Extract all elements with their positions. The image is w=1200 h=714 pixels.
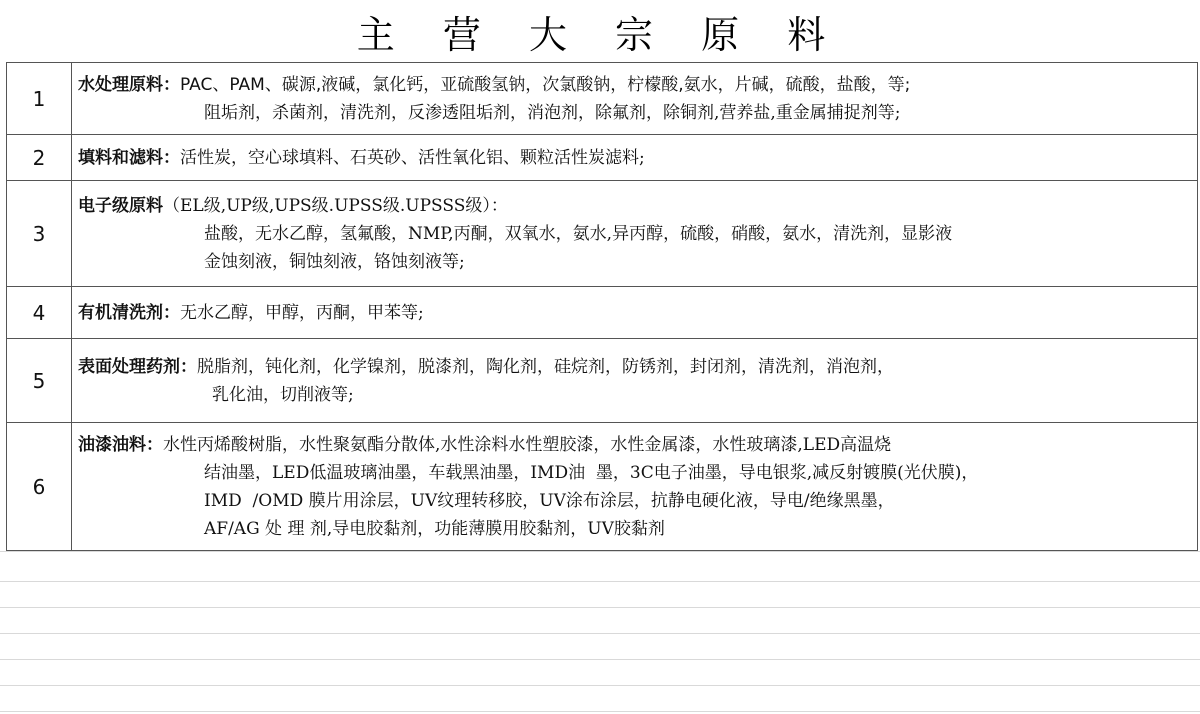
table-row xyxy=(7,181,1198,287)
row-line: 金蚀刻液，铜蚀刻液，铬蚀刻液等; xyxy=(204,251,465,272)
table-row xyxy=(7,339,1198,423)
row-first-line: 水性丙烯酸树脂，水性聚氨酯分散体,水性涂料水性塑胶漆，水性金属漆，水性玻璃漆,LED高温烧 xyxy=(163,434,892,455)
row-first-line: 无水乙醇，甲醇，丙酮，甲苯等; xyxy=(180,302,424,323)
row-content xyxy=(72,423,1198,551)
grid-line xyxy=(0,711,1200,712)
row-number: 2 xyxy=(7,135,72,181)
page-title: 主 营 大 宗 原 料 xyxy=(356,12,844,57)
grid-line xyxy=(0,685,1200,686)
row-content xyxy=(72,339,1198,423)
row-label: 表面处理药剂： xyxy=(78,356,197,377)
row-label: 电子级原料 xyxy=(78,195,163,216)
materials-table xyxy=(6,62,1198,551)
grid-line xyxy=(0,633,1200,634)
grid-line xyxy=(0,607,1200,608)
row-first-line: 活性炭，空心球填料、石英砂、活性氧化铝、颗粒活性炭滤料; xyxy=(180,147,645,168)
row-line: 盐酸，无水乙醇，氢氟酸，NMP,丙酮，双氧水，氨水,异丙醇，硫酸，硝酸，氨水，清洗剂，显影液 xyxy=(204,223,953,244)
row-number: 4 xyxy=(7,287,72,339)
table-row xyxy=(7,63,1198,135)
row-number: 3 xyxy=(7,181,72,287)
table-row xyxy=(7,423,1198,551)
row-content xyxy=(72,135,1198,181)
grid-line xyxy=(0,581,1200,582)
row-line: 乳化油，切削液等; xyxy=(212,384,354,405)
row-first-line: 脱脂剂，钝化剂，化学镍剂，脱漆剂，陶化剂，硅烷剂，防锈剂，封闭剂，清洗剂，消泡剂， xyxy=(197,356,894,377)
row-line: AF/AG 处 理 剂,导电胶黏剂，功能薄膜用胶黏剂，UV胶黏剂 xyxy=(204,518,665,539)
grid-line xyxy=(0,551,1200,552)
row-line: 结油墨，LED低温玻璃油墨，车载黑油墨，IMD油 墨，3C电子油墨，导电银浆,减反射镀膜(光伏膜)， xyxy=(204,462,979,483)
row-content xyxy=(72,181,1198,287)
row-line: 阻垢剂，杀菌剂，清洗剂，反渗透阻垢剂，消泡剂，除氟剂，除铜剂,营养盐,重金属捕捉剂等; xyxy=(204,102,901,123)
table-row xyxy=(7,287,1198,339)
grid-line xyxy=(0,659,1200,660)
row-first-line: （EL级,UP级,UPS级.UPSS级.UPSSS级）： xyxy=(163,195,508,216)
row-number: 1 xyxy=(7,63,72,135)
row-content xyxy=(72,63,1198,135)
row-label: 填料和滤料： xyxy=(78,147,180,168)
row-line: IMD /OMD 膜片用涂层，UV纹理转移胶，UV涂布涂层，抗静电硬化液，导电/绝缘黑墨， xyxy=(204,490,895,511)
table-row xyxy=(7,135,1198,181)
row-number: 6 xyxy=(7,423,72,551)
row-content xyxy=(72,287,1198,339)
row-label: 有机清洗剂： xyxy=(78,302,180,323)
row-label: 水处理原料： xyxy=(78,74,180,95)
row-first-line: PAC、PAM、碳源,液碱，氯化钙，亚硫酸氢钠，次氯酸钠，柠檬酸,氨水，片碱，硫酸，盐酸，等; xyxy=(180,74,911,95)
row-number: 5 xyxy=(7,339,72,423)
row-label: 油漆油料： xyxy=(78,434,163,455)
title-row xyxy=(0,0,1200,62)
